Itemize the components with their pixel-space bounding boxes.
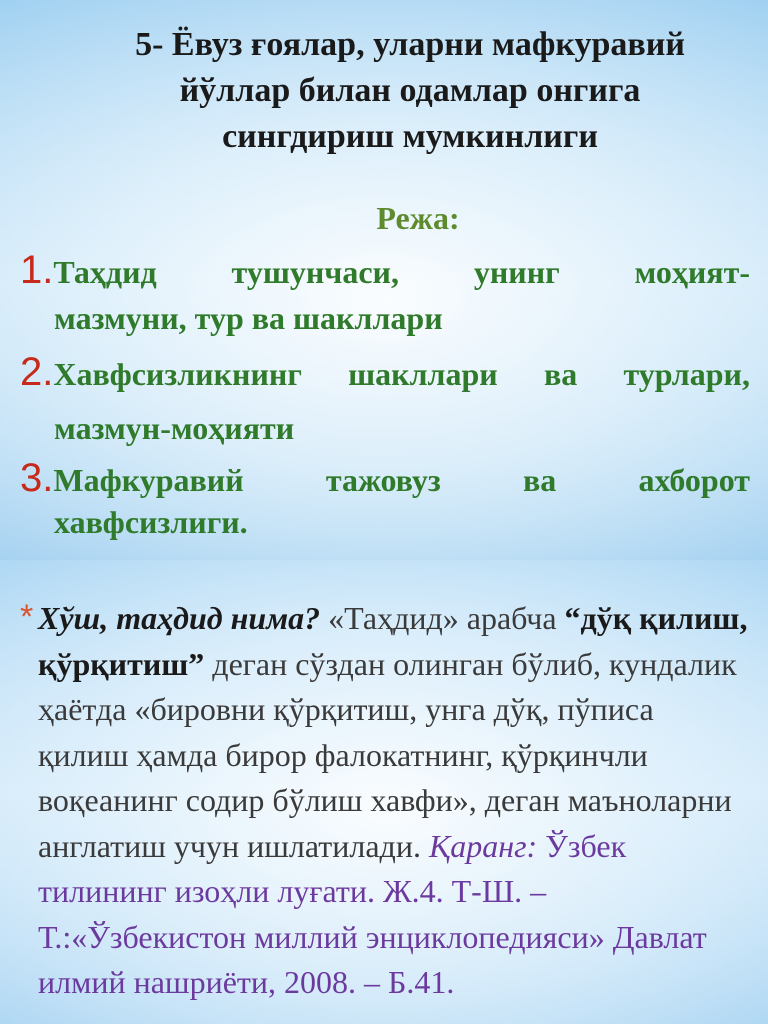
plan-item-line (20, 456, 750, 504)
plan-item-word: тушунчаси, (231, 254, 399, 290)
plan-item-word: шакллари (348, 356, 498, 392)
title-line: 5- Ёвуз ғоялар, уларни мафкуравий (135, 26, 685, 63)
plan-item-number: 3. (20, 456, 54, 500)
slide-title (40, 22, 768, 160)
plan-item-line (20, 248, 750, 300)
definition-paragraph (38, 596, 750, 1006)
quoted-meaning: “дўқ қилиш, қўрқитиш” (38, 600, 748, 682)
plan-item-3 (20, 456, 750, 552)
plan-heading: Режа: (376, 200, 460, 236)
plan-item-line (20, 350, 750, 410)
question-text: Хўш, таҳдид нима? (38, 600, 321, 636)
body-text-segment: деган сўздан олинган бўлиб, кундалик ҳаётда «бировни қўрқитиш, унга дўқ, пўписа қилиш ҳамда бирор фалокатнинг, қўрқинчли воқеанинг содир бўлиш хавфи», деган маъноларни англатиш учун ишлатилади. (38, 645, 737, 864)
plan-item-word: Таҳдид (53, 254, 157, 290)
plan-item-word: тажовуз (325, 462, 441, 498)
plan-item-lead (20, 350, 302, 395)
reference-text: Ўзбек тилининг изоҳли луғати. Ж.4. Т-Ш. – Т.:«Ўзбекистон миллий энциклопедияси» Давлат илмий нашриёти, 2008. – Б.41. (38, 827, 707, 1000)
plan-item-word: ва (522, 462, 557, 498)
title-line: сингдириш мумкинлиги (222, 118, 598, 155)
plan-item-continuation: мазмуни, тур ва шакллари (54, 300, 443, 336)
plan-item-2 (20, 350, 750, 470)
plan-item-number: 1. (20, 248, 54, 292)
plan-item-continuation: хавфсизлиги. (54, 504, 248, 540)
plan-item-word: Хавфсизликнинг (53, 356, 302, 392)
reference-label: Қаранг: (428, 827, 538, 864)
plan-item-word: ва (543, 356, 578, 392)
title-line: йўллар билан одамлар онгига (179, 72, 641, 109)
bullet-asterisk: * (20, 598, 34, 636)
plan-item-number: 2. (20, 350, 54, 394)
plan-item-continuation: мазмун-моҳияти (54, 410, 295, 446)
plan-item-word: унинг (473, 254, 560, 290)
plan-item-word: Мафкуравий (53, 462, 244, 498)
plan-item-lead (20, 456, 244, 501)
body-text-segment: «Таҳдид» арабча (320, 600, 557, 636)
slide-definition (0, 560, 768, 1024)
plan-item-lead (20, 248, 157, 293)
plan-item-word: моҳият- (634, 254, 750, 290)
plan-item-word: ахборот (638, 462, 750, 498)
plan-item-1 (20, 248, 750, 352)
plan-item-word: турлари, (623, 356, 750, 392)
